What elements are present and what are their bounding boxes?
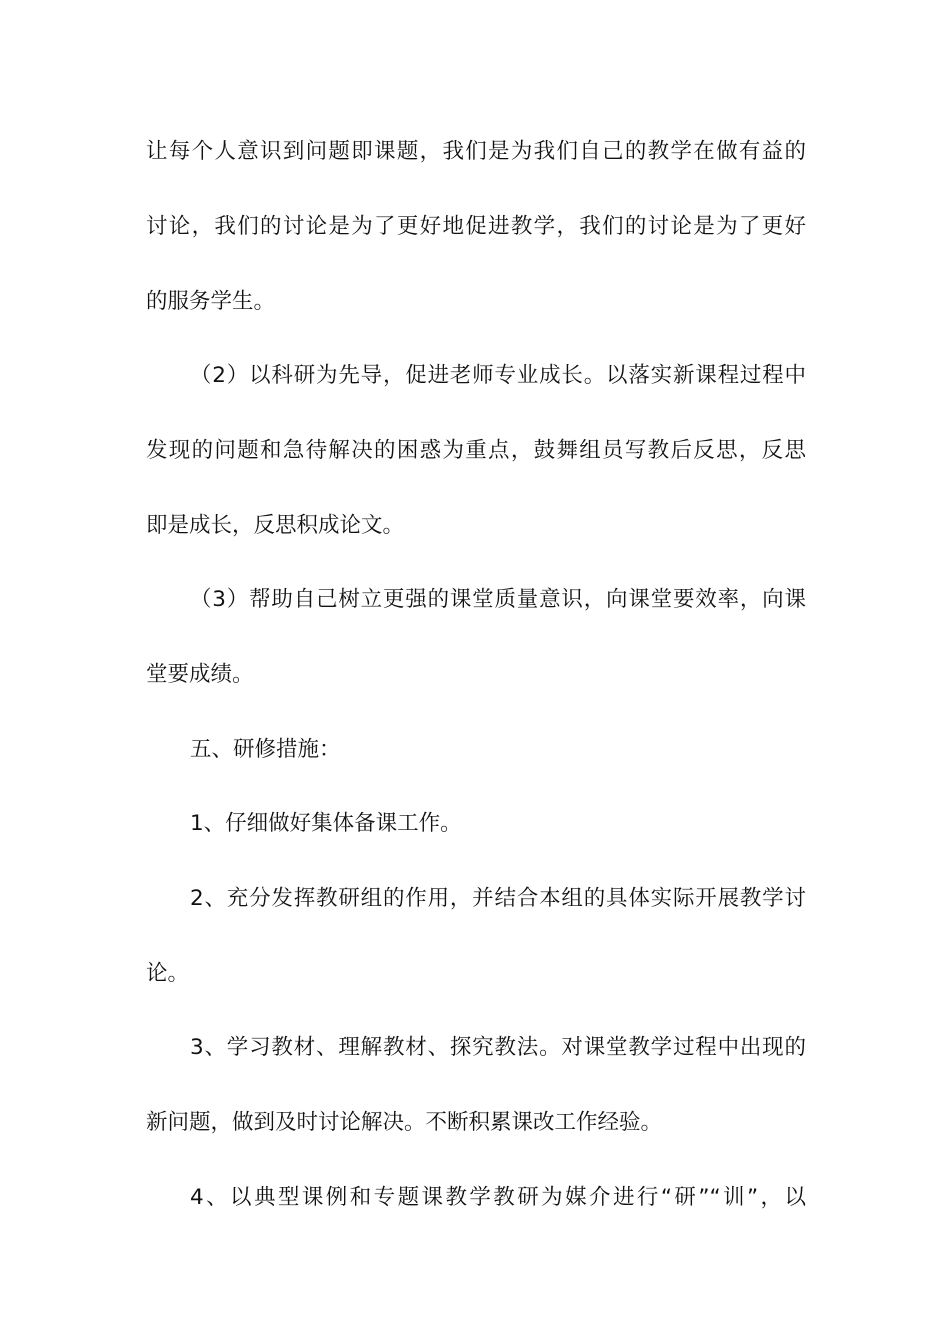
paragraph-line: 堂要成绩。 (146, 662, 254, 687)
paragraph-line: 论。 (146, 961, 190, 986)
paragraph-line: （3）帮助自己树立更强的课堂质量意识，向课堂要效率，向课 (190, 587, 806, 612)
list-item: 4、以典型课例和专题课教学教研为媒介进行“研”“训”，以 (190, 1185, 806, 1210)
list-item: 3、学习教材、理解教材、探究教法。对课堂教学过程中出现的 (190, 1035, 806, 1060)
paragraph-line: 让每个人意识到问题即课题，我们是为我们自己的教学在做有益的 (146, 139, 806, 164)
paragraph-line: （2）以科研为先导，促进老师专业成长。以落实新课程过程中 (190, 363, 806, 388)
paragraph-line: 讨论，我们的讨论是为了更好地促进教学，我们的讨论是为了更好 (146, 214, 806, 239)
paragraph-line: 发现的问题和急待解决的困惑为重点，鼓舞组员写教后反思，反思 (146, 438, 806, 463)
paragraph-line: 即是成长，反思积成论文。 (146, 513, 405, 538)
paragraph-line: 新问题，做到及时讨论解决。不断积累课改工作经验。 (146, 1110, 663, 1135)
paragraph-line: 的服务学生。 (146, 289, 276, 314)
list-item: 2、充分发挥教研组的作用，并结合本组的具体实际开展教学讨 (190, 886, 806, 911)
section-heading: 五、研修措施： (190, 737, 341, 762)
list-item: 1、仔细做好集体备课工作。 (190, 811, 462, 836)
